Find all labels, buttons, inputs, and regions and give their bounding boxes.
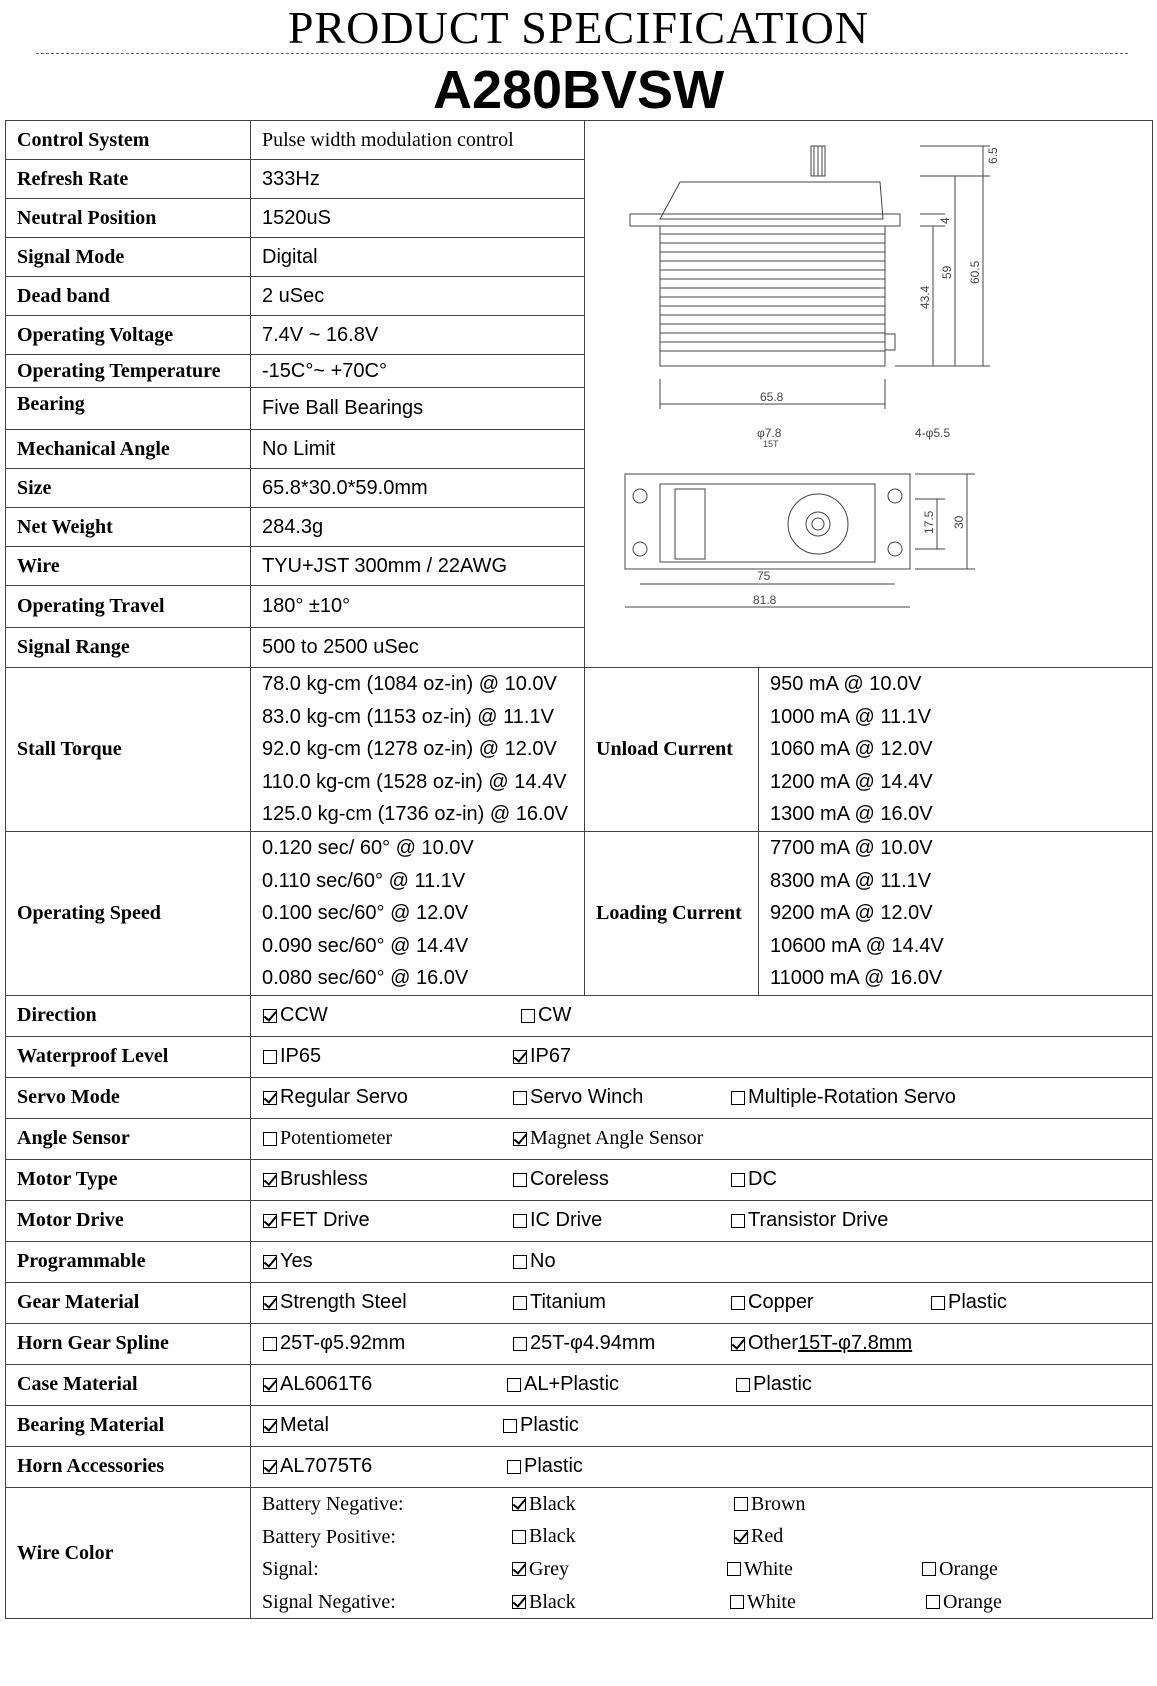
value-line: 11000 mA @ 16.0V [770, 967, 943, 990]
option-item[interactable] [922, 1553, 998, 1586]
checked-checkbox-icon[interactable] [513, 1050, 527, 1064]
spec-label: Size [6, 469, 251, 508]
spec-label: Mechanical Angle [6, 430, 251, 469]
option-row [6, 1241, 1153, 1282]
side-values [759, 668, 1153, 832]
option-item[interactable] [263, 1160, 368, 1200]
checked-checkbox-icon[interactable] [731, 1337, 745, 1351]
option-row [6, 1036, 1153, 1077]
option-item[interactable] [263, 1242, 313, 1282]
checked-checkbox-icon[interactable] [512, 1562, 526, 1576]
option-text: Black [529, 1590, 576, 1613]
option-values [251, 1446, 1153, 1487]
option-text: Other [748, 1332, 799, 1355]
value-line: 1300 mA @ 16.0V [770, 803, 933, 826]
option-item[interactable] [263, 1365, 372, 1405]
checked-checkbox-icon[interactable] [263, 1173, 277, 1187]
dim-hole-span: 75 [757, 569, 771, 583]
option-text: Multiple-Rotation Servo [748, 1086, 956, 1109]
option-text: Orange [943, 1590, 1002, 1613]
wire-color-line [262, 1488, 1152, 1521]
dim-h3: 60.5 [968, 260, 982, 284]
spec-row [6, 121, 1153, 160]
option-label: Programmable [6, 1241, 251, 1282]
option-item[interactable] [263, 996, 328, 1036]
dim-h2: 59 [940, 265, 954, 279]
value-line: 0.110 sec/60° @ 11.1V [262, 869, 466, 892]
spec-value: No Limit [251, 430, 585, 469]
value-line: 78.0 kg-cm (1084 oz-in) @ 10.0V [262, 673, 557, 695]
option-text: Servo Winch [530, 1086, 644, 1109]
servo-top-view-shape [625, 474, 910, 569]
wire-name: Signal Negative: [262, 1590, 396, 1613]
wire-color-line [262, 1553, 1152, 1586]
checked-checkbox-icon[interactable] [263, 1419, 277, 1433]
option-item[interactable] [512, 1553, 569, 1586]
checkbox-icon[interactable] [727, 1562, 741, 1576]
spec-value: 2 uSec [251, 277, 585, 316]
spec-value: 7.4V ~ 16.8V [251, 316, 585, 355]
option-text: Magnet Angle Sensor [530, 1127, 704, 1150]
option-row [6, 1364, 1153, 1405]
spec-label: Neutral Position [6, 199, 251, 238]
option-row [6, 1118, 1153, 1159]
checked-checkbox-icon[interactable] [263, 1378, 277, 1392]
option-values [251, 1241, 1153, 1282]
option-text: Strength Steel [280, 1291, 407, 1314]
checked-checkbox-icon[interactable] [263, 1296, 277, 1310]
checkbox-icon[interactable] [513, 1296, 527, 1310]
option-text: CW [538, 1004, 572, 1027]
checkbox-icon[interactable] [926, 1595, 940, 1609]
value-line: 7700 mA @ 10.0V [770, 836, 933, 859]
option-text: Transistor Drive [748, 1209, 889, 1232]
wire-name: Battery Negative: [262, 1492, 404, 1515]
value-line: 0.120 sec/ 60° @ 10.0V [262, 836, 474, 859]
option-item[interactable] [513, 1160, 609, 1200]
option-item[interactable] [503, 1406, 579, 1446]
option-item[interactable] [731, 1283, 814, 1323]
spec-value: Digital [251, 238, 585, 277]
checkbox-icon[interactable] [263, 1050, 277, 1064]
wire-color-values [251, 1487, 1153, 1618]
spec-label: Net Weight [6, 508, 251, 547]
checkbox-icon[interactable] [931, 1296, 945, 1310]
option-text: Copper [748, 1291, 814, 1314]
side-label: Unload Current [585, 668, 759, 832]
stall-torque-row [6, 668, 1153, 832]
option-row [6, 1077, 1153, 1118]
checked-checkbox-icon[interactable] [512, 1595, 526, 1609]
checkbox-icon[interactable] [521, 1009, 535, 1023]
option-text: Brushless [280, 1168, 368, 1191]
option-item[interactable] [512, 1586, 576, 1619]
option-text: No [530, 1250, 556, 1273]
spec-label: Wire [6, 547, 251, 586]
option-item[interactable] [507, 1447, 583, 1487]
option-item[interactable] [263, 1324, 405, 1364]
dim-w1: 17.5 [922, 510, 936, 534]
option-label: Horn Accessories [6, 1446, 251, 1487]
option-text: IP67 [530, 1045, 572, 1068]
option-item[interactable] [931, 1283, 1007, 1323]
spec-label: Control System [6, 121, 251, 160]
option-values [251, 1282, 1153, 1323]
option-text: CCW [280, 1004, 328, 1027]
option-label: Waterproof Level [6, 1036, 251, 1077]
option-label: Motor Type [6, 1159, 251, 1200]
spec-value: Pulse width modulation control [251, 121, 585, 160]
value-line: 950 mA @ 10.0V [770, 673, 922, 695]
checkbox-icon[interactable] [734, 1497, 748, 1511]
checkbox-icon[interactable] [512, 1530, 526, 1544]
dim-spline-teeth: 15T [763, 439, 779, 449]
checked-checkbox-icon[interactable] [263, 1214, 277, 1228]
option-row [6, 1323, 1153, 1364]
stall-torque-label: Stall Torque [6, 668, 251, 832]
option-text: AL+Plastic [524, 1373, 620, 1396]
option-row [6, 1405, 1153, 1446]
option-values [251, 1118, 1153, 1159]
option-item[interactable] [263, 1119, 392, 1159]
option-item[interactable] [513, 1037, 571, 1077]
option-text: Potentiometer [280, 1127, 393, 1150]
servo-top-shape [660, 182, 883, 219]
checkbox-icon[interactable] [513, 1255, 527, 1269]
option-item[interactable] [731, 1324, 912, 1364]
dimension-drawing-cell [585, 121, 1153, 668]
option-text: 25T-φ4.94mm [530, 1332, 656, 1355]
value-line: 83.0 kg-cm (1153 oz-in) @ 11.1V [262, 705, 554, 728]
option-text: Black [529, 1492, 576, 1515]
option-row [6, 1446, 1153, 1487]
spec-label: Operating Temperature [6, 355, 251, 388]
operating-speed-label: Operating Speed [6, 831, 251, 995]
checkbox-icon[interactable] [263, 1132, 277, 1146]
option-text: Yes [280, 1250, 313, 1273]
option-text: Coreless [530, 1168, 609, 1191]
option-values [251, 1323, 1153, 1364]
option-text: Brown [751, 1492, 806, 1515]
option-values [251, 1200, 1153, 1241]
spec-label: Bearing [6, 388, 251, 430]
option-text: AL6061T6 [280, 1373, 373, 1396]
option-text: Plastic [520, 1414, 579, 1437]
value-line: 0.080 sec/60° @ 16.0V [262, 967, 469, 990]
checkbox-icon[interactable] [736, 1378, 750, 1392]
value-line: 125.0 kg-cm (1736 oz-in) @ 16.0V [262, 803, 569, 826]
servo-body-shape [660, 226, 885, 366]
value-line: 1060 mA @ 12.0V [770, 738, 933, 761]
option-item[interactable] [513, 1324, 655, 1364]
value-line: 0.090 sec/60° @ 14.4V [262, 934, 469, 957]
option-item[interactable] [263, 1201, 370, 1241]
value-line: 10600 mA @ 14.4V [770, 934, 944, 957]
side-values [759, 831, 1153, 995]
option-label: Bearing Material [6, 1405, 251, 1446]
option-item[interactable] [263, 1283, 407, 1323]
option-text: IC Drive [530, 1209, 603, 1232]
dim-h1: 43.4 [918, 285, 932, 309]
option-row [6, 1159, 1153, 1200]
option-text: Regular Servo [280, 1086, 408, 1109]
side-label: Loading Current [585, 831, 759, 995]
option-item[interactable] [507, 1365, 619, 1405]
wire-color-line [262, 1586, 1152, 1619]
spec-label: Operating Voltage [6, 316, 251, 355]
option-row [6, 1200, 1153, 1241]
dim-horn-height: 6.5 [986, 147, 1000, 164]
document-title: PRODUCT SPECIFICATION [287, 2, 870, 53]
option-item[interactable] [727, 1553, 793, 1586]
dim-w2: 30 [952, 515, 966, 529]
option-item[interactable] [513, 1119, 703, 1159]
option-item[interactable] [730, 1586, 796, 1619]
checkbox-icon[interactable] [507, 1378, 521, 1392]
option-label: Servo Mode [6, 1077, 251, 1118]
option-text: Orange [939, 1557, 998, 1580]
option-values [251, 1036, 1153, 1077]
mounting-flange-shape [630, 214, 900, 226]
option-row [6, 995, 1153, 1036]
spec-value: TYU+JST 300mm / 22AWG [251, 547, 585, 586]
value-line: 1200 mA @ 14.4V [770, 770, 933, 793]
option-label: Motor Drive [6, 1200, 251, 1241]
option-text: FET Drive [280, 1209, 370, 1232]
option-item[interactable] [731, 1201, 888, 1241]
option-text: Grey [529, 1557, 569, 1580]
checkbox-icon[interactable] [731, 1173, 745, 1187]
checked-checkbox-icon[interactable] [734, 1530, 748, 1544]
dim-overall: 81.8 [753, 593, 777, 607]
option-item[interactable] [736, 1365, 812, 1405]
checkbox-icon[interactable] [730, 1595, 744, 1609]
wire-color-line [262, 1521, 1152, 1554]
option-item[interactable] [513, 1242, 556, 1282]
option-row [6, 1282, 1153, 1323]
option-text: Black [529, 1525, 576, 1548]
servo-dimension-drawing [585, 124, 1151, 664]
option-text: IP65 [280, 1045, 322, 1068]
checked-checkbox-icon[interactable] [513, 1132, 527, 1146]
checked-checkbox-icon[interactable] [263, 1091, 277, 1105]
spec-value: 180° ±10° [251, 586, 585, 628]
checked-checkbox-icon[interactable] [512, 1497, 526, 1511]
option-text: 25T-φ5.92mm [280, 1332, 406, 1355]
dim-length: 65.8 [760, 390, 784, 404]
option-item[interactable] [263, 1406, 329, 1446]
operating-speed-values [251, 831, 585, 995]
option-text: Titanium [530, 1291, 606, 1314]
spec-label: Operating Travel [6, 586, 251, 628]
wire-name: Battery Positive: [262, 1525, 396, 1548]
option-text: Plastic [524, 1455, 583, 1478]
checkbox-icon[interactable] [731, 1091, 745, 1105]
option-item[interactable] [734, 1488, 805, 1521]
spec-value: 1520uS [251, 199, 585, 238]
value-line: 110.0 kg-cm (1528 oz-in) @ 14.4V [262, 770, 567, 793]
checkbox-icon[interactable] [263, 1337, 277, 1351]
option-item[interactable] [734, 1521, 783, 1554]
option-label: Horn Gear Spline [6, 1323, 251, 1364]
spec-label: Dead band [6, 277, 251, 316]
option-text: Metal [280, 1414, 329, 1437]
operating-speed-row [6, 831, 1153, 995]
option-item[interactable] [263, 1447, 372, 1487]
option-item[interactable] [513, 1201, 602, 1241]
checkbox-icon[interactable] [513, 1091, 527, 1105]
spec-value: Five Ball Bearings [251, 388, 585, 430]
option-values [251, 1077, 1153, 1118]
dim-flange: 4 [938, 217, 952, 224]
wire-color-row [6, 1487, 1153, 1618]
checkbox-icon[interactable] [731, 1214, 745, 1228]
option-label: Direction [6, 995, 251, 1036]
option-label: Gear Material [6, 1282, 251, 1323]
option-text: Plastic [948, 1291, 1007, 1314]
spec-value: 65.8*30.0*59.0mm [251, 469, 585, 508]
wire-color-label: Wire Color [6, 1487, 251, 1618]
option-label: Case Material [6, 1364, 251, 1405]
title-divider [36, 53, 1128, 54]
value-line: 9200 mA @ 12.0V [770, 902, 933, 925]
option-text: Red [751, 1525, 784, 1548]
spec-value: 284.3g [251, 508, 585, 547]
option-values [251, 995, 1153, 1036]
spec-value: 500 to 2500 uSec [251, 628, 585, 668]
option-extra: 15T-φ7.8mm [798, 1332, 913, 1355]
option-item[interactable] [731, 1078, 956, 1118]
checkbox-icon[interactable] [503, 1419, 517, 1433]
option-item[interactable] [263, 1078, 408, 1118]
checked-checkbox-icon[interactable] [263, 1255, 277, 1269]
checkbox-icon[interactable] [731, 1296, 745, 1310]
option-text: White [744, 1557, 793, 1580]
checked-checkbox-icon[interactable] [263, 1460, 277, 1474]
option-text: Plastic [753, 1373, 812, 1396]
checkbox-icon[interactable] [507, 1460, 521, 1474]
spec-label: Signal Range [6, 628, 251, 668]
option-item[interactable] [926, 1586, 1002, 1619]
option-text: White [747, 1590, 796, 1613]
spec-value: 333Hz [251, 160, 585, 199]
option-item[interactable] [263, 1037, 321, 1077]
horn-outline [788, 494, 848, 554]
dim-holes: 4-φ5.5 [915, 426, 951, 440]
checked-checkbox-icon[interactable] [263, 1009, 277, 1023]
option-item[interactable] [521, 996, 571, 1036]
model-number: A280BVSW [432, 60, 725, 120]
dim-spline: φ7.8 [757, 426, 782, 440]
spec-label: Refresh Rate [6, 160, 251, 199]
option-values [251, 1364, 1153, 1405]
value-line: 0.100 sec/60° @ 12.0V [262, 902, 469, 925]
spec-value: -15C°~ +70C° [251, 355, 585, 388]
option-item[interactable] [513, 1078, 643, 1118]
wire-name: Signal: [262, 1558, 319, 1581]
option-item[interactable] [731, 1160, 777, 1200]
stall-torque-values [251, 668, 585, 832]
spec-table [5, 120, 1153, 1619]
spec-label: Signal Mode [6, 238, 251, 277]
option-item[interactable] [513, 1283, 606, 1323]
value-line: 8300 mA @ 11.1V [770, 869, 932, 892]
option-label: Angle Sensor [6, 1118, 251, 1159]
option-values [251, 1405, 1153, 1446]
checkbox-icon[interactable] [513, 1214, 527, 1228]
option-text: DC [748, 1168, 777, 1191]
option-text: AL7075T6 [280, 1455, 373, 1478]
checkbox-icon[interactable] [922, 1562, 936, 1576]
checkbox-icon[interactable] [513, 1337, 527, 1351]
value-line: 92.0 kg-cm (1278 oz-in) @ 12.0V [262, 738, 557, 761]
option-item[interactable] [512, 1488, 576, 1521]
option-values [251, 1159, 1153, 1200]
checkbox-icon[interactable] [513, 1173, 527, 1187]
value-line: 1000 mA @ 11.1V [770, 705, 932, 728]
option-item[interactable] [512, 1521, 576, 1554]
